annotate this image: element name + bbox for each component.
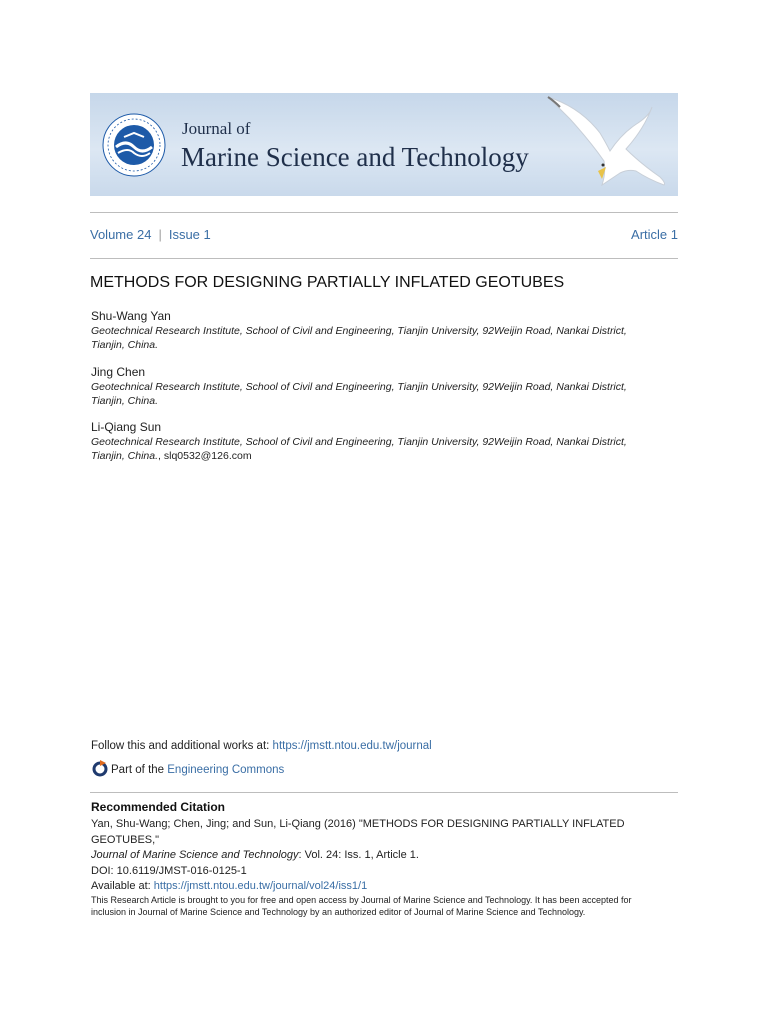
divider-mid: [90, 258, 678, 259]
citation-line: [91, 848, 681, 864]
article-url-link[interactable]: https://jmstt.ntou.edu.tw/journal/vol24/iss1/1: [153, 880, 368, 892]
author-email: , slq0532@126.com: [158, 450, 252, 462]
part-of-text: Part of the: [111, 764, 168, 776]
citation-line: Yan, Shu-Wang; Chen, Jing; and Sun, Li-Qiang (2016) "METHODS FOR DESIGNING PARTIALLY INFLATED GEOTUBES,": [91, 818, 625, 846]
seagull-image: [540, 93, 678, 196]
affiliation-text: Tianjin, China.: [91, 450, 159, 462]
author-affiliation: [91, 324, 676, 352]
issue-navigation: [90, 227, 678, 245]
affiliation-line: Tianjin, China.: [91, 339, 159, 351]
affiliation-line: [91, 449, 676, 463]
affiliation-line: Geotechnical Research Institute, School of Civil and Engineering, Tianjin University, 92Weijin Road, Nankai District,: [91, 325, 627, 337]
citation-journal: Journal of Marine Science and Technology: [91, 849, 299, 861]
author-affiliation: [91, 435, 676, 463]
journal-prefix: Journal of: [182, 119, 251, 138]
journal-name: Marine Science and Technology: [181, 142, 529, 172]
university-seal-logo: [102, 113, 166, 177]
affiliation-line: Geotechnical Research Institute, School of Civil and Engineering, Tianjin University, 92Weijin Road, Nankai District,: [91, 436, 627, 448]
author-block: [91, 365, 676, 408]
commons-network-icon: [91, 759, 109, 777]
author-name: Jing Chen: [91, 365, 146, 379]
follow-line: [91, 740, 432, 752]
available-label: Available at:: [91, 880, 154, 892]
citation-doi: DOI: 10.6119/JMST-016-0125-1: [91, 864, 247, 877]
author-name: Li-Qiang Sun: [91, 420, 162, 434]
author-name: Shu-Wang Yan: [91, 309, 171, 323]
issue-link[interactable]: Issue 1: [168, 227, 211, 242]
article-title: METHODS FOR DESIGNING PARTIALLY INFLATED GEOTUBES: [90, 274, 565, 291]
journal-url-link[interactable]: https://jmstt.ntou.edu.tw/journal: [272, 740, 432, 752]
follow-text: Follow this and additional works at:: [91, 740, 273, 752]
access-note: This Research Article is brought to you for free and open access by Journal of Marine Science and Technology. It has been accepted for inclusion in Journal of Marine Science and Technology by an authorized editor of Journal of Marine Science and Technology.: [91, 895, 632, 917]
volume-link[interactable]: Volume 24: [90, 227, 152, 242]
citation-volume: : Vol. 24: Iss. 1, Article 1.: [298, 849, 419, 861]
journal-banner: [90, 93, 678, 196]
affiliation-line: Geotechnical Research Institute, School of Civil and Engineering, Tianjin University, 92Weijin Road, Nankai District,: [91, 381, 627, 393]
citation-heading: Recommended Citation: [91, 800, 226, 814]
separator: |: [158, 227, 162, 242]
citation-available: [91, 879, 681, 895]
citation-block: [91, 817, 681, 895]
author-block: [91, 420, 676, 463]
part-of-line: [91, 759, 284, 777]
affiliation-line: Tianjin, China.: [91, 395, 159, 407]
author-affiliation: [91, 380, 676, 408]
engineering-commons-link[interactable]: Engineering Commons: [167, 764, 285, 776]
article-link[interactable]: Article 1: [631, 227, 678, 242]
divider-citation: [90, 792, 678, 793]
author-block: [91, 309, 676, 352]
divider-top: [90, 212, 678, 213]
